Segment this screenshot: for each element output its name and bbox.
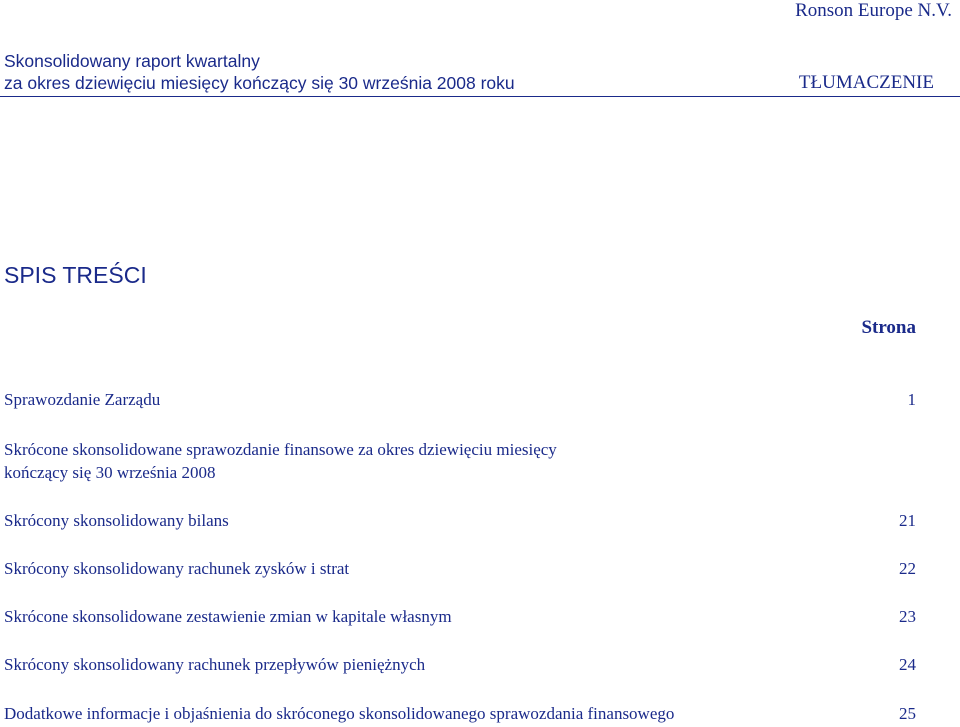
toc-page-cash-flow: 24 (899, 655, 916, 674)
toc-section-title (4, 438, 557, 484)
report-title (4, 50, 515, 94)
toc-section-title-line-2: kończący się 30 września 2008 (4, 463, 216, 482)
toc-entry-management-report: Sprawozdanie Zarządu (4, 390, 161, 409)
toc-page-equity-changes: 23 (899, 607, 916, 626)
page-column-heading: Strona (861, 317, 916, 338)
company-name: Ronson Europe N.V. (795, 0, 952, 21)
report-title-line-2: za okres dziewięciu miesięcy kończący się 30 września 2008 roku (4, 73, 515, 93)
toc-section-title-line-1: Skrócone skonsolidowane sprawozdanie finansowe za okres dziewięciu miesięcy (4, 440, 557, 459)
toc-entry-income-statement: Skrócony skonsolidowany rachunek zysków i strat (4, 559, 350, 578)
toc-entry-notes: Dodatkowe informacje i objaśnienia do skróconego skonsolidowanego sprawozdania finansowego (4, 704, 675, 723)
header-divider (0, 96, 960, 97)
toc-page-income-statement: 22 (899, 559, 916, 578)
toc-page-notes: 25 (899, 704, 916, 723)
toc-entry-cash-flow: Skrócony skonsolidowany rachunek przepływów pieniężnych (4, 655, 426, 674)
toc-entry-equity-changes: Skrócone skonsolidowane zestawienie zmian w kapitale własnym (4, 607, 452, 626)
toc-page-balance-sheet: 21 (899, 511, 916, 530)
report-title-line-1: Skonsolidowany raport kwartalny (4, 51, 260, 71)
toc-heading: SPIS TREŚCI (4, 262, 147, 288)
translation-label: TŁUMACZENIE (798, 72, 934, 93)
toc-entry-balance-sheet: Skrócony skonsolidowany bilans (4, 511, 229, 530)
toc-page-management-report: 1 (907, 390, 916, 409)
